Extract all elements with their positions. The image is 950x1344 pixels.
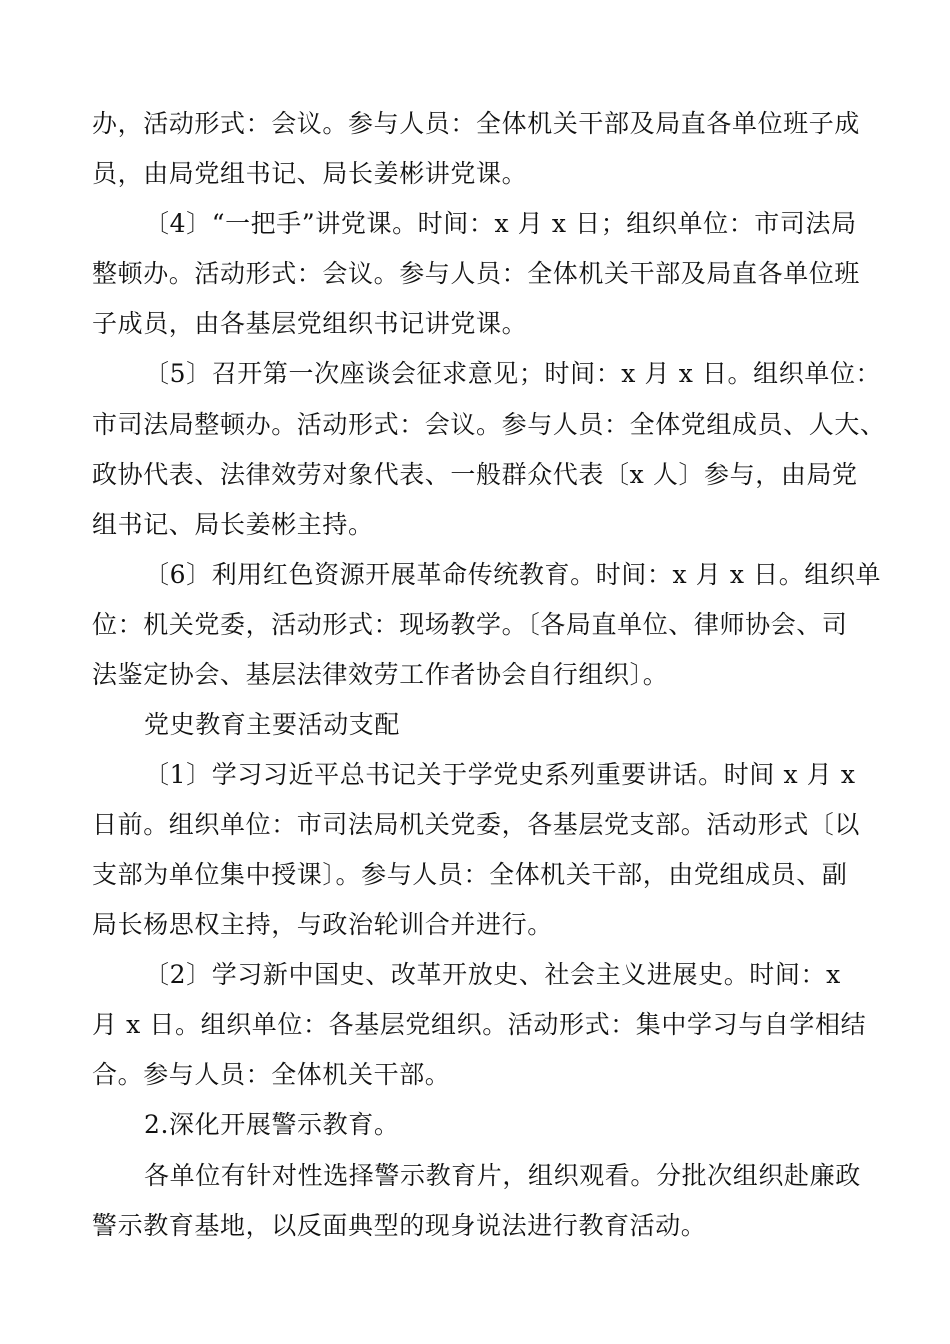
text-line: 〔4〕“一把手”讲党课。时间：x 月 x 日；组织单位：市司法局	[144, 209, 857, 238]
text-line: 合。参与人员：全体机关干部。	[92, 1060, 451, 1089]
text-line: 办，活动形式：会议。参与人员：全体机关干部及局直各单位班子成	[92, 109, 861, 138]
text-line: 月 x 日。组织单位：各基层党组织。活动形式：集中学习与自学相结	[92, 1010, 867, 1039]
text-line: 〔2〕学习新中国史、改革开放史、社会主义进展史。时间：x	[144, 960, 841, 989]
text-line: 子成员，由各基层党组织书记讲党课。	[92, 309, 528, 338]
text-line: 员，由局党组书记、局长姜彬讲党课。	[92, 159, 528, 188]
text-line: 各单位有针对性选择警示教育片，组织观看。分批次组织赴廉政	[144, 1161, 861, 1190]
text-line: 市司法局整顿办。活动形式：会议。参与人员：全体党组成员、人大、	[92, 410, 886, 439]
text-line: 整顿办。活动形式：会议。参与人员：全体机关干部及局直各单位班	[92, 259, 861, 288]
section-heading: 2.深化开展警示教育。	[144, 1110, 400, 1139]
text-line: 组书记、局长姜彬主持。	[92, 510, 374, 539]
text-line: 〔1〕学习习近平总书记关于学党史系列重要讲话。时间 x 月 x	[144, 760, 856, 789]
section-heading: 党史教育主要活动支配	[144, 710, 401, 739]
text-line: 政协代表、法律效劳对象代表、一般群众代表〔x 人〕参与，由局党	[92, 460, 858, 489]
text-line: 法鉴定协会、基层法律效劳工作者协会自行组织〕。	[92, 660, 669, 689]
text-line: 〔6〕利用红色资源开展革命传统教育。时间：x 月 x 日。组织单	[144, 560, 882, 589]
text-line: 日前。组织单位：市司法局机关党委，各基层党支部。活动形式〔以	[92, 810, 861, 839]
text-line: 警示教育基地，以反面典型的现身说法进行教育活动。	[92, 1211, 707, 1240]
text-line: 〔5〕召开第一次座谈会征求意见；时间：x 月 x 日。组织单位：	[144, 359, 882, 388]
text-line: 位：机关党委，活动形式：现场教学。〔各局直单位、律师协会、司	[92, 610, 848, 639]
text-line: 局长杨思权主持，与政治轮训合并进行。	[92, 910, 553, 939]
text-line: 支部为单位集中授课〕。参与人员：全体机关干部，由党组成员、副	[92, 860, 848, 889]
